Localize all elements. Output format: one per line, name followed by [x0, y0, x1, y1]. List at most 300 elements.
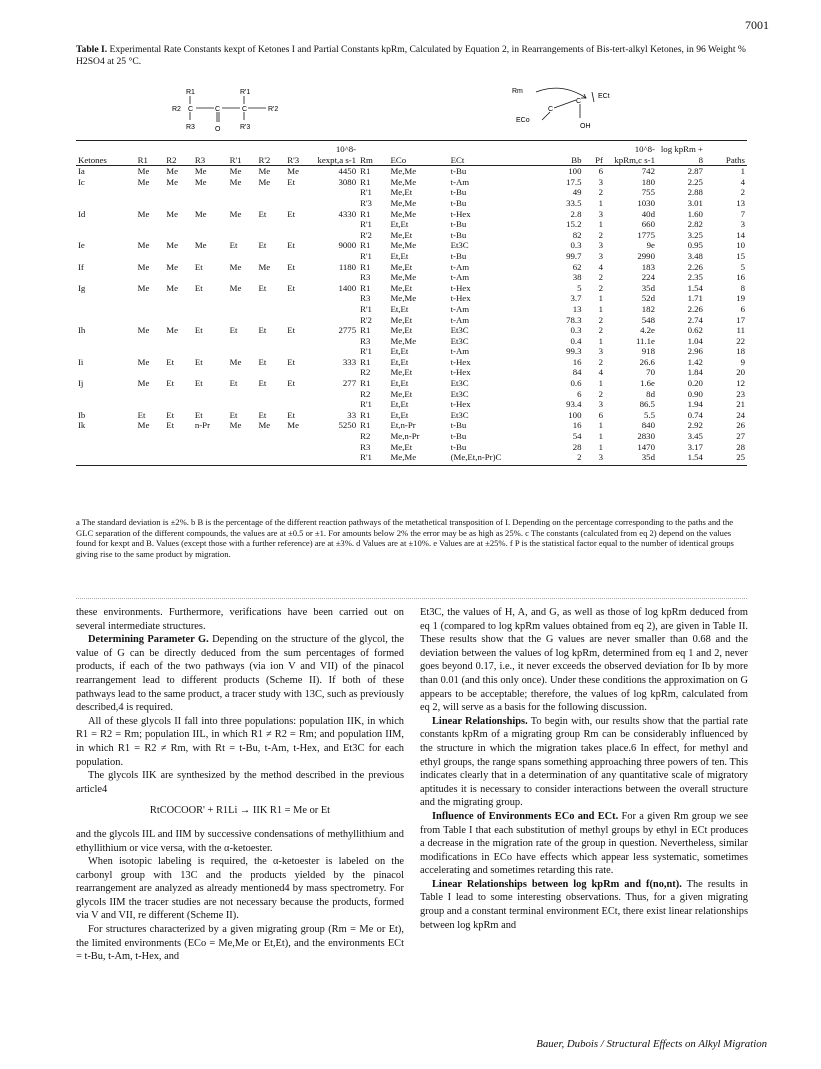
cell-rp3	[285, 230, 314, 241]
cell-rp2: Me	[258, 166, 271, 177]
cell-rp3: Et	[287, 208, 296, 219]
cell-r3: Et	[194, 261, 203, 272]
cell-r2	[164, 219, 193, 230]
cell-ect: t-Bu	[450, 420, 467, 431]
cell-paths: 24	[736, 409, 745, 420]
cell-kexpt	[314, 219, 358, 230]
cell-ect: t-Hex	[450, 282, 471, 293]
cell-rp1: Et	[229, 325, 238, 336]
cell-rp1	[228, 198, 257, 209]
cell-rm: R'2	[360, 229, 372, 240]
cell-rp2	[256, 399, 285, 410]
cell-k: Ie	[78, 240, 85, 251]
cell-logkp: 1.04	[687, 335, 703, 346]
cell-ect: t-Bu	[450, 197, 467, 208]
cell-r1: Me	[137, 325, 150, 336]
col-b: Bb	[548, 144, 583, 166]
table-label: Table I.	[76, 44, 108, 55]
cell-rp3	[285, 431, 314, 442]
cell-r3: Et	[194, 282, 203, 293]
cell-b: 5	[577, 282, 582, 293]
table-row	[76, 431, 747, 442]
cell-rp3	[285, 336, 314, 347]
cell-ect: (Me,Et,n-Pr)C	[449, 452, 549, 465]
table-row	[76, 283, 747, 294]
col-ketones: Ketones	[76, 144, 136, 166]
cell-pf: 2	[598, 229, 603, 240]
cell-b: 84	[572, 367, 582, 378]
cell-rm: R1	[360, 420, 371, 431]
page-number: 7001	[745, 18, 769, 32]
cell-pf: 2	[598, 388, 603, 399]
cell-r3: Me	[194, 240, 207, 251]
cell-kp: 9e	[646, 240, 655, 251]
data-table	[76, 140, 747, 466]
cell-k	[76, 198, 136, 209]
cell-rm: R'1	[360, 303, 372, 314]
cell-r1	[136, 346, 165, 357]
cell-r3	[193, 272, 228, 283]
cell-rp1	[228, 336, 257, 347]
cell-paths: 13	[736, 197, 745, 208]
cell-r2: Me	[166, 325, 178, 336]
cell-r2	[164, 442, 193, 453]
cell-rm: R1	[360, 282, 371, 293]
table-caption	[76, 44, 756, 68]
paragraph: Et3C, the values of H, A, and G, as well as those of log kpRm deduced from eq 1 (compared to log kpRm values obtained from eq 2), are given in Table II. These results show that the G values are never smaller than 0.68 and the deviation between the values of log kpRm, determined from eq 1 and 2, never goes beyond 0.17, i.e., it never exceeds the observed deviation for Ib by more than 0.01 (and this only once). Under these conditions the approximation on G appears to be acceptable; therefore, the values of log kpRm, calculated from eq 2, will serve as a basis for the following discussion.	[420, 607, 748, 714]
cell-k	[76, 187, 136, 198]
cell-paths: 11	[736, 325, 745, 336]
cell-kp: 35d	[605, 452, 657, 465]
table-row	[76, 230, 747, 241]
cell-rp1	[228, 452, 257, 465]
cell-rp3	[285, 304, 314, 315]
cell-rp1	[228, 293, 257, 304]
cell-k: Ib	[78, 409, 86, 420]
cell-rp1	[228, 219, 257, 230]
section-heading: Influence of Environments ECo and ECt.	[432, 810, 619, 822]
cell-b: 99.3	[566, 346, 582, 357]
cell-eco: Me,Et	[390, 261, 413, 272]
cell-k	[76, 336, 136, 347]
cell-pf: 2	[598, 187, 603, 198]
cell-r2	[164, 198, 193, 209]
cell-eco: Me,Et	[390, 314, 413, 325]
cell-r1	[136, 219, 165, 230]
table-body	[76, 166, 747, 466]
cell-rm: R1	[360, 356, 371, 367]
cell-r2: Me	[166, 208, 178, 219]
cell-r3: Et	[194, 409, 203, 420]
cell-eco: Me,Et	[390, 187, 413, 198]
cell-ect: Et3C	[450, 378, 469, 389]
cell-logkp: 2.92	[687, 420, 703, 431]
cell-paths: 16	[736, 272, 745, 283]
col-eco: ECo	[388, 144, 448, 166]
cell-pf: 3	[598, 208, 603, 219]
cell-pf: 4	[598, 261, 603, 272]
cell-r2	[164, 399, 193, 410]
cell-eco: Et,Et	[390, 356, 409, 367]
cell-rp2: Et	[258, 378, 267, 389]
cell-kexpt	[314, 442, 358, 453]
cell-rm: R'3	[360, 197, 372, 208]
cell-logkp: 1.54	[657, 452, 705, 465]
divider	[76, 598, 747, 599]
table-row	[76, 304, 747, 315]
paragraph: these environments. Furthermore, verifications have been carried out on several intermediate structures.	[76, 607, 404, 632]
cell-r2	[164, 272, 193, 283]
cell-kexpt: 9000	[338, 240, 357, 251]
cell-b: 54	[572, 431, 582, 442]
cell-pf: 3	[583, 452, 604, 465]
cell-rp1	[228, 346, 257, 357]
cell-rp3	[285, 346, 314, 357]
cell-r1: Me	[137, 166, 150, 177]
cell-paths: 27	[736, 431, 745, 442]
cell-eco: Me,n-Pr	[390, 431, 420, 442]
cell-rp3	[285, 315, 314, 326]
cell-rp1: Me	[229, 356, 242, 367]
table-row	[76, 315, 747, 326]
cell-pf: 6	[598, 166, 603, 177]
cell-r3	[193, 399, 228, 410]
table-header-row	[76, 144, 747, 166]
table-row	[76, 177, 747, 188]
cell-r3	[193, 336, 228, 347]
cell-pf: 1	[598, 420, 603, 431]
table-row	[76, 262, 747, 273]
cell-ect: t-Hex	[450, 208, 471, 219]
cell-rp1: Me	[229, 282, 242, 293]
cell-b: 0.6	[570, 378, 582, 389]
cell-rp1	[228, 304, 257, 315]
cell-r1	[136, 198, 165, 209]
table-row	[76, 209, 747, 220]
label-rp2: R'2	[268, 106, 279, 113]
cell-rp2: Me	[258, 420, 271, 431]
table-row	[76, 240, 747, 251]
cell-r1: Me	[137, 208, 150, 219]
cell-k	[76, 272, 136, 283]
cell-r2	[164, 315, 193, 326]
cell-kexpt	[314, 346, 358, 357]
col-rm: Rm	[358, 144, 388, 166]
cell-kexpt	[314, 399, 358, 410]
table-row	[76, 272, 747, 283]
cell-b: 100	[568, 409, 582, 420]
cell-kexpt	[314, 315, 358, 326]
ketone-structure-drawing	[170, 88, 290, 134]
cell-rp2: Et	[258, 282, 267, 293]
cell-kp: 70	[646, 367, 655, 378]
cell-b: 78.3	[566, 314, 582, 325]
cell-kp: 1775	[637, 229, 655, 240]
paragraph: and the glycols IIL and IIM by successive condensations of methyllithium and ethyllithium or vice versa, with the α-ketoester.	[76, 828, 404, 854]
cell-rp3: Et	[287, 261, 296, 272]
cell-rp3	[285, 219, 314, 230]
cell-paths: 23	[736, 388, 745, 399]
cell-b: 93.4	[566, 399, 582, 410]
paragraph: When isotopic labeling is required, the α-ketoester is labeled on the carbonyl group with 13C and the products yielded by the pinacol rearrangement are analyzed as already mentioned4 by mass spectrometry. For glycols IIM the tracer studies are not necessary because the products, formed via V and VII, re different (Scheme II).	[76, 856, 404, 922]
cell-b: 100	[568, 166, 582, 177]
cell-r2: Et	[166, 409, 175, 420]
cell-logkp: 2.74	[687, 314, 703, 325]
table-row	[76, 187, 747, 198]
cell-rp1	[228, 187, 257, 198]
label-rp3: R'3	[240, 124, 251, 131]
cell-rp1	[228, 230, 257, 241]
cell-paths: 2	[740, 187, 745, 198]
section-heading: Linear Relationships between log kpRm and f(no,nt).	[432, 878, 682, 890]
cell-paths: 25	[705, 452, 747, 465]
table-row	[76, 378, 747, 389]
cell-logkp: 3.01	[687, 197, 703, 208]
cell-logkp: 1.42	[687, 356, 703, 367]
cell-kp: 26.6	[639, 356, 655, 367]
cell-b: 2	[548, 452, 583, 465]
cell-eco: Et,Et	[390, 409, 409, 420]
cell-k	[76, 293, 136, 304]
cell-rp2	[256, 304, 285, 315]
migration-structure-drawing	[502, 84, 632, 134]
cell-r1	[136, 431, 165, 442]
cell-eco: Me,Me	[390, 208, 417, 219]
label-c-right: C	[576, 98, 582, 105]
cell-kp: 86.5	[639, 399, 655, 410]
col-rp1: R'1	[228, 144, 257, 166]
cell-rp1	[228, 399, 257, 410]
paragraph-text: For a given Rm group we see from Table I that each substitution of methyl groups by ethyl in ECt produces a decrease in the migration rate of the group in question. Nevertheless, similar modifications in ECo have effects which appear less systematic, sometimes accelerating and sometimes retarding this rate.	[420, 810, 748, 877]
table-row	[76, 251, 747, 262]
cell-pf: 1	[598, 441, 603, 452]
cell-kp: 224	[641, 272, 655, 283]
cell-k	[76, 251, 136, 262]
cell-r3	[193, 219, 228, 230]
cell-rm: R'2	[360, 314, 372, 325]
paragraph: All of these glycols II fall into three populations: population IIK, in which R1 = R2 = Rm; population IIL, in which R1 ≠ R2 = Rm; and population IIM, in which R1 = R2 ≠ Rm, with Rt = t-Bu, t-Am, t-Hex, and Et3C for each population.	[76, 715, 404, 768]
cell-kexpt	[314, 230, 358, 241]
cell-kp: 548	[641, 314, 655, 325]
cell-r3	[193, 346, 228, 357]
cell-rm: R2	[360, 367, 371, 378]
cell-logkp: 2.26	[687, 303, 703, 314]
cell-rp2	[256, 389, 285, 400]
cell-kexpt	[314, 431, 358, 442]
cell-r2	[164, 452, 193, 465]
cell-rm: R1	[360, 378, 371, 389]
table-row	[76, 198, 747, 209]
cell-r2	[164, 367, 193, 378]
cell-rp1: Me	[229, 208, 242, 219]
table-row	[76, 367, 747, 378]
cell-rp1	[228, 272, 257, 283]
cell-ect: t-Bu	[450, 229, 467, 240]
cell-eco: Me,Me	[390, 335, 417, 346]
cell-kp: 182	[641, 303, 655, 314]
cell-rp2: Et	[258, 409, 267, 420]
cell-logkp: 1.71	[687, 293, 703, 304]
cell-eco: Me,Et	[390, 229, 413, 240]
cell-eco: Et,Et	[390, 378, 409, 389]
cell-rp3	[285, 389, 314, 400]
paragraph-text: Depending on the structure of the glycol, the value of G can be directly deduced from the sum percentages of formed products, if each of the two pathways (via ion V and VII) of the pinacol rearrangement lead to different products (Scheme II). If both of these pathways lead to the same product, a tracer study with 13C, such as previously described,4 is required.	[76, 634, 404, 714]
cell-paths: 22	[736, 335, 745, 346]
cell-logkp: 1.60	[687, 208, 703, 219]
cell-rm: R'1	[360, 219, 372, 230]
cell-kexpt	[314, 304, 358, 315]
cell-kexpt: 2775	[338, 325, 357, 336]
paragraph-text: The results in Table I lead to some interesting observations. Thus, for a given migrating group and a constant terminal environment ECt, there exist linear relationships between log kpRm and	[420, 878, 748, 931]
table-row	[76, 442, 747, 453]
cell-r2: Me	[166, 282, 178, 293]
cell-r1	[136, 304, 165, 315]
cell-pf: 1	[598, 303, 603, 314]
cell-rp2	[256, 452, 285, 465]
cell-r1	[136, 367, 165, 378]
cell-r1	[136, 442, 165, 453]
label-c3: C	[242, 106, 248, 113]
cell-k	[76, 230, 136, 241]
cell-b: 49	[572, 187, 582, 198]
cell-rp3: Et	[287, 378, 296, 389]
cell-rp1	[228, 431, 257, 442]
cell-logkp: 0.90	[687, 388, 703, 399]
paragraph	[420, 810, 748, 878]
cell-kexpt	[314, 336, 358, 347]
cell-kp: 52d	[641, 293, 655, 304]
cell-kp: 755	[641, 187, 655, 198]
cell-r3	[193, 442, 228, 453]
cell-logkp: 3.17	[687, 441, 703, 452]
cell-rm: R1	[360, 166, 371, 177]
cell-rp3	[285, 442, 314, 453]
cell-rp2	[256, 251, 285, 262]
cell-kp: 4.2e	[640, 325, 655, 336]
cell-k: Ic	[78, 176, 85, 187]
cell-k	[76, 452, 136, 465]
cell-rm: R'1	[360, 250, 372, 261]
cell-b: 0.3	[570, 325, 582, 336]
cell-ect: t-Bu	[450, 219, 467, 230]
cell-ect: t-Hex	[450, 356, 471, 367]
col-pf: Pf	[583, 144, 604, 166]
cell-rp2: Me	[258, 176, 271, 187]
cell-paths: 21	[736, 399, 745, 410]
cell-b: 33.5	[566, 197, 582, 208]
cell-rm: R2	[360, 431, 371, 442]
cell-kp: 2990	[637, 250, 655, 261]
cell-r3	[193, 315, 228, 326]
cell-logkp: 3.48	[687, 250, 703, 261]
cell-eco: Me,Me	[388, 452, 448, 465]
cell-kp: 183	[641, 261, 655, 272]
cell-k: Ii	[78, 356, 84, 367]
cell-rp1	[228, 315, 257, 326]
cell-paths: 10	[736, 240, 745, 251]
cell-r3	[193, 187, 228, 198]
col-rp2: R'2	[256, 144, 285, 166]
cell-rp2	[256, 442, 285, 453]
cell-rp1: Me	[229, 166, 242, 177]
cell-rp3	[285, 198, 314, 209]
cell-k: Ik	[78, 420, 86, 431]
col-rp3: R'3	[285, 144, 314, 166]
cell-kexpt: 4450	[338, 166, 357, 177]
cell-paths: 9	[740, 356, 745, 367]
cell-eco: Et,n-Pr	[390, 420, 416, 431]
col-r1: R1	[136, 144, 165, 166]
cell-r3	[193, 230, 228, 241]
cell-rp2: Et	[258, 240, 267, 251]
cell-rp2	[256, 230, 285, 241]
cell-kexpt: 4330	[338, 208, 357, 219]
cell-b: 38	[572, 272, 582, 283]
cell-k: If	[78, 261, 84, 272]
table-row	[76, 219, 747, 230]
cell-k	[76, 399, 136, 410]
cell-r1: Me	[137, 356, 150, 367]
cell-rp2: Et	[258, 208, 267, 219]
cell-eco: Et,Et	[390, 250, 409, 261]
cell-kexpt	[314, 389, 358, 400]
cell-kp: 1.6e	[640, 378, 655, 389]
cell-r1	[136, 251, 165, 262]
cell-b: 13	[572, 303, 582, 314]
cell-rp3: Me	[287, 166, 300, 177]
cell-logkp: 0.74	[687, 409, 703, 420]
cell-logkp: 1.94	[687, 399, 703, 410]
cell-paths: 19	[736, 293, 745, 304]
cell-rp3: Et	[287, 176, 296, 187]
cell-rp2	[256, 198, 285, 209]
cell-paths: 6	[740, 303, 745, 314]
cell-pf: 1	[598, 219, 603, 230]
cell-rp1: Me	[229, 420, 242, 431]
cell-r2	[164, 293, 193, 304]
table-footnote: a The standard deviation is ±2%. b B is the percentage of the different reaction pathways of the metathetical transposition of I. Depending on the percentage corresponding to the paths and the GLC separation of the different compounds, the values are at ±0.5 or ±1. For amounts below 2% the error may be as high as 25%. c The constants (calculated from eq 2) depend on the values found for kexpt and B. Values (except those with a further reference) are at ±3%. d Values are at ±10%. e Values are at ±25%. f P is the statistical factor equal to the number of identical groups giving rise to the same product by migration.	[76, 517, 734, 559]
cell-eco: Me,Me	[390, 197, 417, 208]
col-r2: R2	[164, 144, 193, 166]
cell-logkp: 1.84	[687, 367, 703, 378]
cell-r3	[193, 198, 228, 209]
cell-rm: R1	[360, 409, 371, 420]
label-r2: R2	[172, 106, 181, 113]
cell-rp1: Me	[229, 261, 242, 272]
cell-r2	[164, 346, 193, 357]
cell-b: 99.7	[566, 250, 582, 261]
cell-rp1	[228, 251, 257, 262]
cell-r1	[136, 230, 165, 241]
cell-rp3: Et	[287, 409, 296, 420]
cell-r2	[164, 431, 193, 442]
cell-rm: R'1	[360, 346, 372, 357]
cell-r1	[136, 389, 165, 400]
col-kp: 10^8- kpRm,c s-1	[605, 144, 657, 166]
cell-eco: Me,Et	[390, 441, 413, 452]
cell-r2	[164, 230, 193, 241]
table-row	[76, 452, 747, 465]
label-o: O	[215, 126, 221, 133]
cell-r1	[136, 272, 165, 283]
paragraph	[76, 633, 404, 715]
col-paths: Paths	[705, 144, 747, 166]
cell-r2: Me	[166, 240, 178, 251]
cell-eco: Et,Et	[390, 303, 409, 314]
cell-b: 16	[572, 356, 582, 367]
cell-rm: R3	[360, 441, 371, 452]
cell-kexpt	[314, 251, 358, 262]
